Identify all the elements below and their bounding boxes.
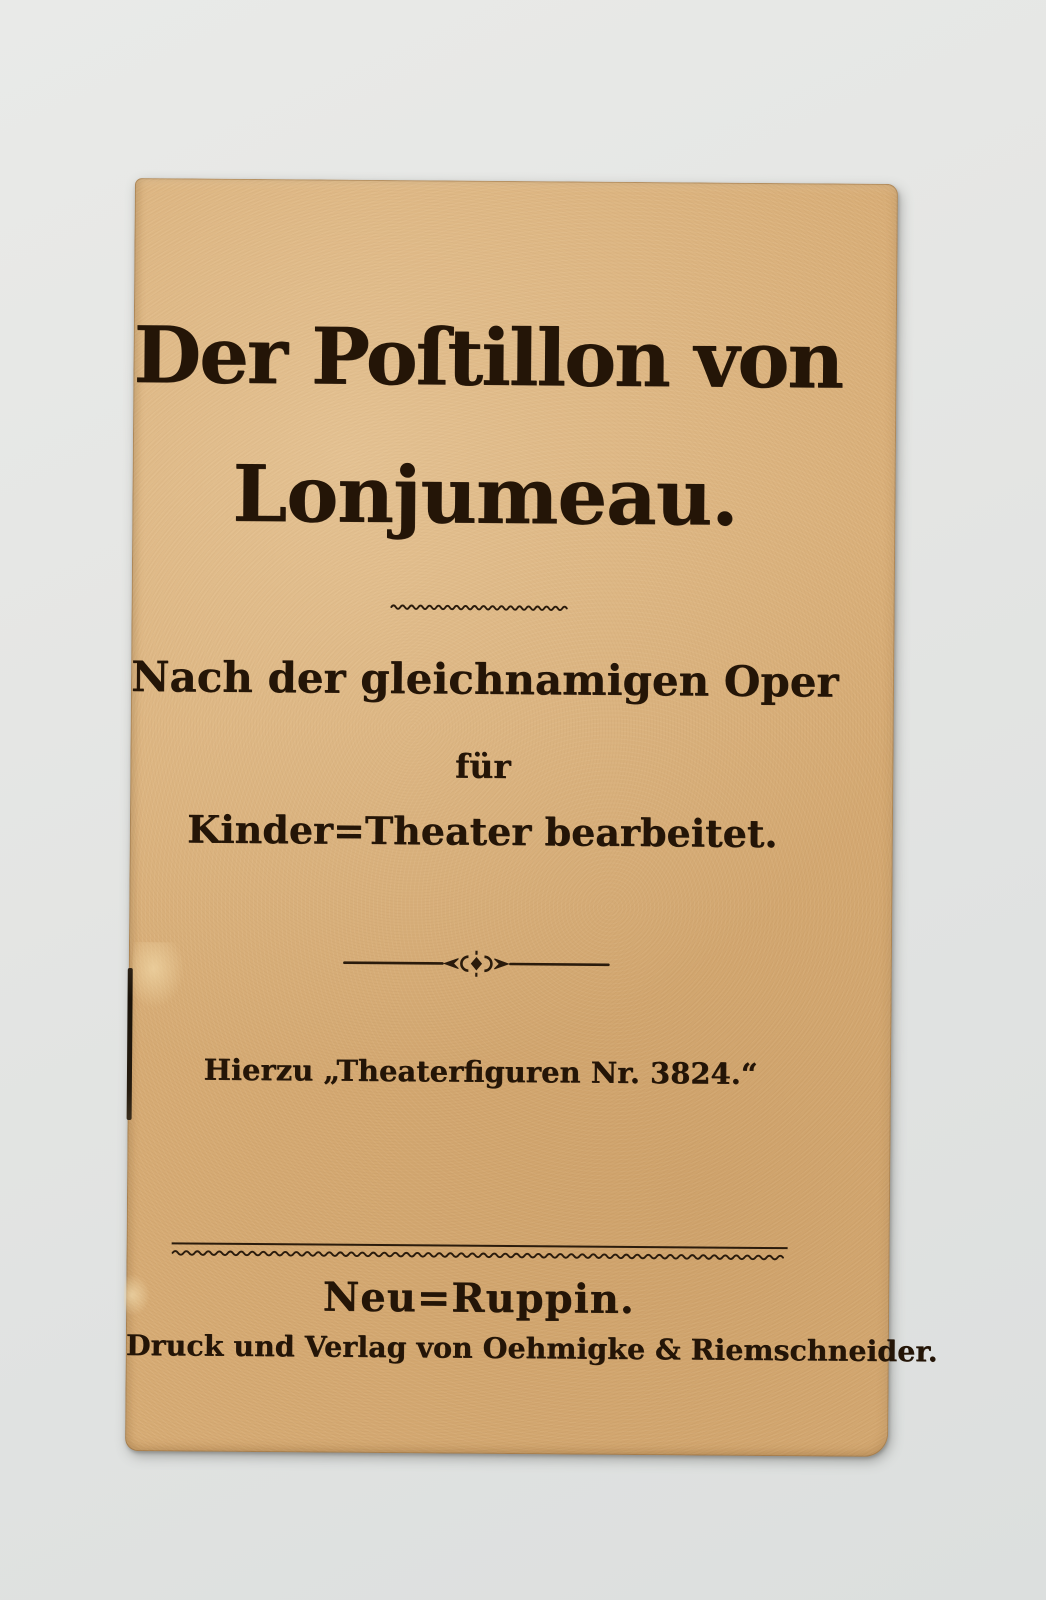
subtitle-kinder-line: Kinder=Theater bearbeitet. <box>186 806 778 857</box>
fleuron-ornament <box>340 948 612 980</box>
wavy-rule <box>390 600 568 615</box>
cover-text-block <box>125 178 938 1456</box>
subtitle-opera-line: Nach der gleichnamigen Oper <box>130 652 839 707</box>
booklet-title-line2: Lonjumeau. <box>232 448 738 544</box>
imprint-city: Neu=Ruppin. <box>322 1273 635 1323</box>
imprint-double-rule <box>171 1242 787 1268</box>
imprint-publisher: Druck und Verlag von Oehmigke & Riemschneider. <box>125 1327 938 1369</box>
booklet-title-line1: Der Poſtillon von <box>133 310 843 407</box>
subtitle-fuer-line: für <box>454 746 511 786</box>
imprint-wavy-rule <box>171 1246 787 1264</box>
figures-note: Hierzu „Theaterfiguren Nr. 3824.“ <box>203 1052 758 1091</box>
booklet-cover <box>125 178 938 1457</box>
